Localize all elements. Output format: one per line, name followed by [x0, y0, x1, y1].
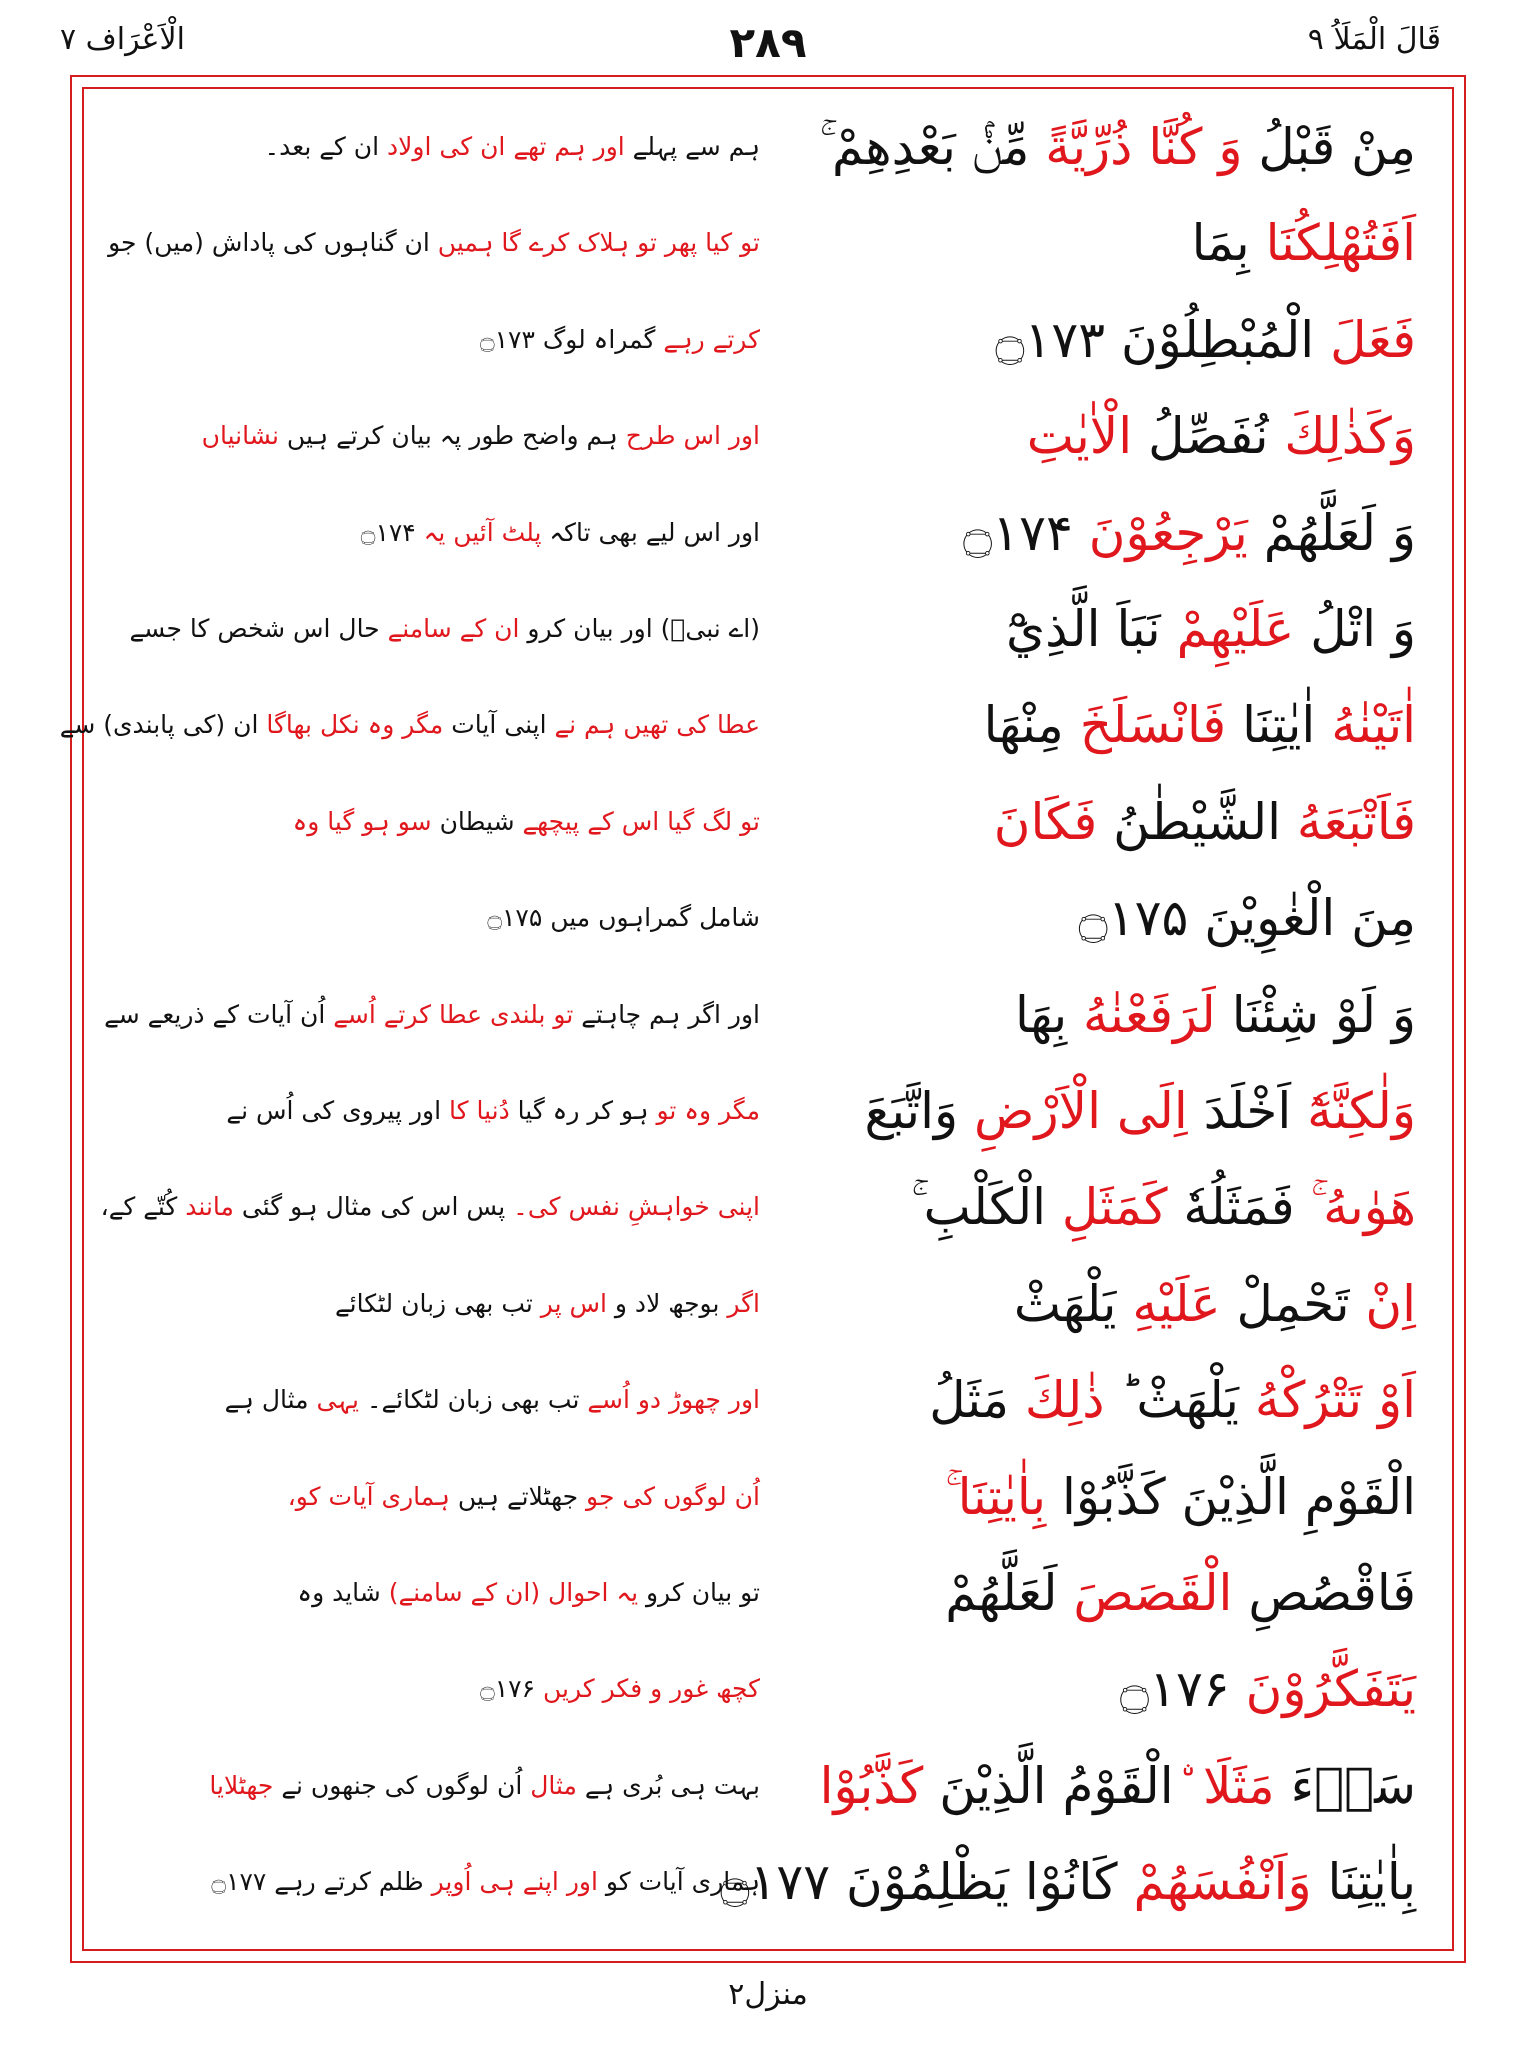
- urdu-segment: اپنی آیات: [443, 710, 547, 740]
- urdu-translation: [100, 869, 760, 967]
- arabic-segment: اَوْ تَتْرُكْهُ: [1238, 1371, 1416, 1430]
- urdu-segment: ہماری آیات کو: [597, 1867, 760, 1897]
- arabic-segment: فَاَتْبَعَهُ: [1281, 792, 1416, 851]
- arabic-segment: كَذَّبُوْا: [1046, 1467, 1166, 1526]
- verse-row: [90, 1448, 1446, 1546]
- arabic-segment: كَذَّبُوْا: [819, 1756, 924, 1815]
- verse-row: [90, 1544, 1446, 1642]
- arabic-segment: وَ لَوْ شِئْنَا: [1215, 985, 1416, 1044]
- urdu-segment: ۝۱۷۶: [480, 1674, 536, 1704]
- arabic-segment: بِهَا: [1014, 985, 1068, 1044]
- urdu-segment: کُتّے کے،: [100, 1192, 178, 1222]
- urdu-segment: مثال ہے: [224, 1385, 309, 1415]
- urdu-translation: [100, 1640, 760, 1738]
- urdu-segment: ہو کر رہ گیا: [509, 1096, 649, 1125]
- arabic-text: [766, 484, 1416, 582]
- urdu-segment: جھٹلاتے ہیں: [449, 1481, 579, 1511]
- arabic-segment: ۝۱۷۶: [1119, 1660, 1230, 1719]
- urdu-segment: پس اس کی مثال ہو گئی: [233, 1192, 506, 1222]
- juz-name: قَالَ الْمَلَاُ ۹: [1307, 22, 1441, 57]
- arabic-text: [766, 1737, 1416, 1835]
- urdu-segment: نشانیاں: [201, 421, 279, 451]
- urdu-segment: بوجھ لاد و: [606, 1288, 720, 1318]
- arabic-segment: تَحْمِلْ: [1220, 1274, 1350, 1333]
- urdu-translation: [100, 1351, 760, 1449]
- arabic-segment: اِلَى الْاَرْضِ: [958, 1082, 1188, 1140]
- urdu-translation: [100, 966, 760, 1064]
- arabic-text: [766, 1062, 1416, 1160]
- urdu-segment: ان کے بعد۔: [264, 132, 380, 161]
- arabic-segment: مِنْهَا: [983, 696, 1064, 755]
- arabic-segment: فَكَانَ: [993, 792, 1098, 851]
- urdu-segment: مثال: [522, 1770, 577, 1800]
- urdu-segment: تب بھی زبان لٹکائے: [334, 1288, 533, 1318]
- arabic-segment: لَعَلَّهُمْ: [945, 1564, 1058, 1622]
- arabic-segment: اَخْلَدَ: [1187, 1082, 1292, 1140]
- arabic-text: [766, 98, 1416, 196]
- verse-row: [90, 484, 1446, 582]
- urdu-translation: [100, 1737, 760, 1835]
- urdu-translation: [59, 676, 760, 774]
- urdu-segment: اور اگر ہم چاہتے: [573, 999, 760, 1029]
- urdu-segment: کچھ غور و فکر کریں: [535, 1674, 760, 1704]
- urdu-segment: اس پر: [532, 1288, 607, 1318]
- urdu-translation: [100, 773, 760, 871]
- arabic-segment: مَثَلَا: [1173, 1756, 1275, 1815]
- arabic-segment: الشَّيْطٰنُ: [1097, 792, 1282, 851]
- verse-row: [90, 291, 1446, 389]
- verse-row: [90, 869, 1446, 967]
- arabic-segment: مَثَلُ: [929, 1371, 1010, 1430]
- arabic-segment: فَانْسَلَخَ: [1063, 696, 1227, 755]
- arabic-text: [766, 387, 1416, 485]
- urdu-segment: یہ احوال (ان کے سامنے): [380, 1578, 639, 1607]
- urdu-segment: اُن لوگوں کی جنھوں نے: [273, 1770, 523, 1800]
- arabic-segment: نَبَاَ الَّذِيْٓ: [1006, 600, 1161, 658]
- arabic-text: [766, 1448, 1416, 1546]
- verse-row: [90, 1062, 1446, 1160]
- arabic-segment: وَاَنْفُسَهُمْ: [1117, 1853, 1312, 1912]
- verse-row: [90, 773, 1446, 871]
- urdu-segment: (اے نبیؐ) اور بیان کرو: [519, 614, 760, 643]
- arabic-segment: الْمُبْطِلُوْنَ ۝۱۷۳: [995, 310, 1315, 369]
- verse-row: [90, 966, 1446, 1064]
- arabic-segment: مِنْ قَبْلُ: [1242, 118, 1416, 176]
- arabic-text: [766, 580, 1416, 678]
- arabic-text: [766, 1640, 1416, 1738]
- arabic-text: [766, 194, 1416, 292]
- arabic-segment: عَلَيْهِ: [1116, 1274, 1221, 1333]
- urdu-translation: [100, 1255, 760, 1353]
- urdu-segment: تب بھی زبان لٹکائے۔: [358, 1385, 580, 1415]
- arabic-segment: عَلَيْهِمْ: [1160, 600, 1295, 658]
- urdu-translation: [100, 1448, 760, 1546]
- arabic-text: [766, 1351, 1416, 1449]
- arabic-segment: وَ اتْلُ: [1294, 600, 1416, 658]
- urdu-segment: اُن لوگوں کی جو: [578, 1481, 760, 1511]
- arabic-segment: ۚ فَمَثَلُهٗ: [1167, 1178, 1311, 1237]
- arabic-segment: اِنْ: [1349, 1274, 1416, 1333]
- verse-row: [90, 580, 1446, 678]
- verse-row: [90, 1737, 1446, 1835]
- arabic-text: [766, 1158, 1416, 1256]
- urdu-segment: ۝۱۷۴: [360, 517, 416, 547]
- arabic-text: [766, 773, 1416, 871]
- arabic-segment: ۝۱۷۴: [962, 503, 1073, 562]
- urdu-segment: کرتے رہے: [655, 324, 760, 354]
- urdu-segment: تو بیان کرو: [638, 1578, 760, 1607]
- arabic-segment: ۨالْقَوْمُ الَّذِيْنَ: [923, 1756, 1174, 1815]
- arabic-segment: اَفَتُهْلِكُنَا: [1249, 214, 1416, 273]
- verse-row: [90, 194, 1446, 292]
- verse-row: [90, 1351, 1446, 1449]
- arabic-segment: الْقَوْمِ الَّذِيْنَ: [1165, 1467, 1416, 1526]
- urdu-segment: یہی: [308, 1385, 359, 1415]
- urdu-segment: بہت ہی بُری ہے: [576, 1770, 760, 1800]
- urdu-translation: [100, 580, 760, 678]
- page-number: ۲۸۹: [729, 18, 807, 67]
- arabic-segment: يَرْجِعُوْنَ: [1072, 503, 1248, 562]
- urdu-segment: مگر وہ نکل بھاگا: [258, 710, 444, 740]
- urdu-segment: تو لگ گیا اس کے پیچھے: [514, 806, 760, 836]
- arabic-segment: ذٰلِكَ: [1009, 1371, 1105, 1430]
- verse-row: [90, 1255, 1446, 1353]
- urdu-segment: سو ہو گیا وہ: [292, 806, 432, 836]
- urdu-segment: حال اس شخص کا جسے: [129, 614, 380, 643]
- arabic-segment: الْقَصَصَ: [1057, 1564, 1233, 1622]
- arabic-segment: وَكَذٰلِكَ: [1268, 407, 1416, 466]
- urdu-segment: اگر: [719, 1288, 760, 1318]
- arabic-segment: هَوٰىهُ: [1310, 1178, 1416, 1237]
- arabic-segment: لَرَفَعْنٰهُ: [1067, 985, 1216, 1044]
- urdu-segment: شامل گمراہوں میں ۝۱۷۵: [487, 903, 760, 933]
- urdu-segment: اور اس طرح: [617, 421, 760, 451]
- verse-row: [90, 1640, 1446, 1738]
- urdu-segment: اور پیروی کی اُس نے: [226, 1096, 442, 1125]
- urdu-segment: مانند: [177, 1192, 234, 1222]
- urdu-segment: تو کیا پھر تو ہلاک کرے گا ہمیں: [429, 228, 760, 258]
- urdu-segment: جھٹلایا: [209, 1770, 274, 1800]
- arabic-segment: كَانُوْا يَظْلِمُوْنَ ۝۱۷۷: [720, 1853, 1118, 1912]
- urdu-segment: ان کے سامنے: [379, 614, 520, 643]
- urdu-segment: ان (کی پابندی) سے: [59, 710, 259, 740]
- urdu-translation: [100, 1833, 760, 1931]
- arabic-segment: بِاٰيٰتِنَا: [1311, 1853, 1416, 1912]
- urdu-segment: اور اس لیے بھی تاکہ: [541, 517, 760, 547]
- arabic-segment: الْاٰيٰتِ: [1026, 407, 1133, 466]
- urdu-segment: اور اپنے ہی اُوپر: [423, 1867, 598, 1897]
- arabic-segment: يَتَفَكَّرُوْنَ: [1229, 1660, 1416, 1719]
- arabic-text: [766, 966, 1416, 1064]
- arabic-segment: الْكَلْبِ ۚ: [911, 1178, 1046, 1237]
- urdu-segment: شاید وہ: [297, 1578, 381, 1607]
- urdu-segment: اور ہم تھے ان کی اولاد: [379, 132, 625, 161]
- urdu-segment: مگر وہ تو: [648, 1096, 760, 1125]
- arabic-segment: سَاۗءَ: [1274, 1756, 1416, 1815]
- arabic-segment: يَلْهَثْ: [1013, 1274, 1117, 1333]
- urdu-segment: گمراہ لوگ ۝۱۷۳: [479, 324, 656, 354]
- urdu-segment: ہم سے پہلے: [624, 132, 760, 161]
- urdu-segment: اُن آیات کے ذریعے سے: [104, 999, 326, 1029]
- arabic-segment: وَ كُنَّا ذُرِّيَّةً: [1029, 118, 1243, 176]
- urdu-translation: [100, 387, 760, 485]
- arabic-text: [766, 291, 1416, 389]
- arabic-segment: نُفَصِّلُ: [1132, 407, 1269, 466]
- verse-row: [59, 676, 1446, 774]
- urdu-translation: [100, 1062, 760, 1160]
- urdu-segment: اپنی خواہشِ نفس کی۔: [505, 1192, 760, 1222]
- arabic-segment: اٰتَيْنٰهُ: [1315, 696, 1416, 755]
- urdu-translation: [100, 291, 760, 389]
- urdu-translation: [100, 1158, 760, 1256]
- urdu-segment: دُنیا کا: [441, 1096, 510, 1125]
- arabic-segment: فَعَلَ: [1314, 310, 1416, 369]
- manzil-label: منزل۲: [728, 1977, 808, 2012]
- surah-name: الْاَعْرَاف ۷: [60, 22, 185, 57]
- urdu-segment: ظلم کرتے رہے ۝۱۷۷: [211, 1867, 424, 1897]
- verse-row: [90, 1158, 1446, 1256]
- urdu-segment: ہم واضح طور پہ بیان کرتے ہیں: [278, 421, 618, 451]
- arabic-segment: وَلٰكِنَّهٗٓ: [1291, 1082, 1416, 1140]
- arabic-segment: مِّنْۢ بَعْدِهِمْ ۚ: [819, 118, 1030, 176]
- arabic-segment: وَ لَعَلَّهُمْ: [1247, 503, 1416, 562]
- arabic-segment: كَمَثَلِ: [1045, 1178, 1168, 1237]
- urdu-segment: عطا کی تھیں ہم نے: [546, 710, 760, 740]
- arabic-segment: اٰيٰتِنَا: [1226, 696, 1316, 755]
- arabic-segment: بِمَا: [1191, 214, 1250, 273]
- urdu-translation: [100, 1544, 760, 1642]
- urdu-translation: [100, 98, 760, 196]
- arabic-segment: فَاقْصُصِ: [1232, 1564, 1416, 1622]
- verse-row: [90, 387, 1446, 485]
- urdu-segment: ان گناہوں کی پاداش (میں) جو: [108, 228, 430, 258]
- arabic-segment: وَاتَّبَعَ: [864, 1082, 959, 1140]
- arabic-segment: بِاٰيٰتِنَا: [945, 1467, 1047, 1526]
- arabic-segment: مِنَ الْغٰوِيْنَ ۝۱۷۵: [1078, 889, 1416, 948]
- arabic-text: [720, 1833, 1416, 1931]
- urdu-translation: [100, 194, 760, 292]
- arabic-text: [766, 1544, 1416, 1642]
- arabic-segment: يَلْهَثْ ؕ: [1104, 1371, 1239, 1430]
- verse-row: [90, 98, 1446, 196]
- urdu-segment: اور چھوڑ دو اُسے: [579, 1385, 760, 1415]
- verse-row: [90, 1833, 1446, 1931]
- urdu-segment: پلٹ آئیں یہ: [415, 517, 542, 547]
- arabic-text: [766, 676, 1416, 774]
- urdu-translation: [100, 484, 760, 582]
- arabic-text: [766, 869, 1416, 967]
- arabic-text: [766, 1255, 1416, 1353]
- urdu-segment: ہماری آیات کو،: [287, 1481, 450, 1511]
- urdu-segment: تو بلندی عطا کرتے اُسے: [325, 999, 574, 1029]
- urdu-segment: شیطان: [431, 806, 515, 836]
